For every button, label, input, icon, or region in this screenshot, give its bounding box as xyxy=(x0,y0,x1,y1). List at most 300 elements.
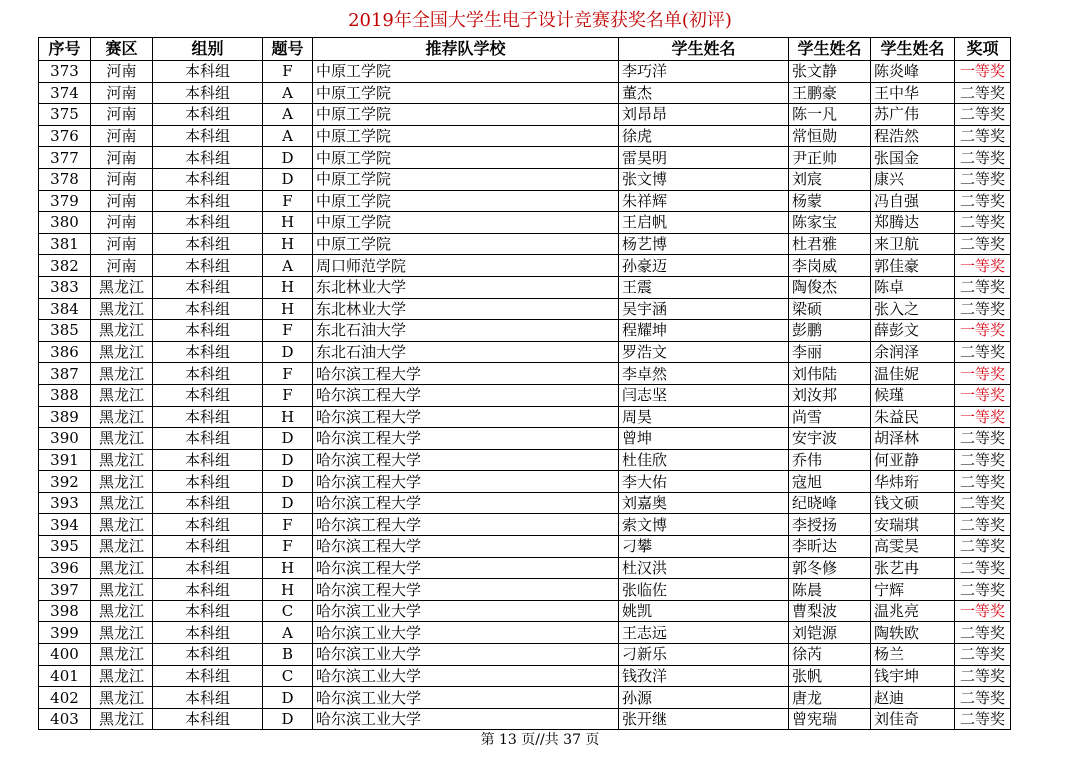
cell-group: 本科组 xyxy=(153,600,263,622)
cell-school: 中原工学院 xyxy=(313,212,619,234)
cell-student-1: 张临佐 xyxy=(619,579,789,601)
cell-student-1: 程耀坤 xyxy=(619,320,789,342)
cell-student-2: 陈一凡 xyxy=(789,104,871,126)
cell-school: 东北石油大学 xyxy=(313,341,619,363)
cell-student-2: 刘铠源 xyxy=(789,622,871,644)
table-row xyxy=(39,644,1011,666)
cell-index: 396 xyxy=(39,557,91,579)
cell-index: 381 xyxy=(39,233,91,255)
cell-problem: A xyxy=(263,104,313,126)
cell-group: 本科组 xyxy=(153,557,263,579)
cell-student-1: 吴宇涵 xyxy=(619,298,789,320)
cell-index: 383 xyxy=(39,276,91,298)
cell-region: 河南 xyxy=(91,104,153,126)
table-row xyxy=(39,449,1011,471)
cell-student-2: 王鹏豪 xyxy=(789,82,871,104)
cell-prize: 一等奖 xyxy=(955,320,1011,342)
cell-group: 本科组 xyxy=(153,471,263,493)
cell-student-1: 杨艺博 xyxy=(619,233,789,255)
cell-student-3: 陈卓 xyxy=(871,276,955,298)
cell-region: 黑龙江 xyxy=(91,341,153,363)
cell-region: 黑龙江 xyxy=(91,471,153,493)
cell-region: 河南 xyxy=(91,190,153,212)
cell-student-3: 温佳妮 xyxy=(871,363,955,385)
cell-student-2: 徐芮 xyxy=(789,644,871,666)
cell-problem: F xyxy=(263,384,313,406)
table-row xyxy=(39,708,1011,730)
cell-school: 中原工学院 xyxy=(313,61,619,83)
cell-student-2: 纪晓峰 xyxy=(789,492,871,514)
cell-student-3: 朱益民 xyxy=(871,406,955,428)
cell-prize: 二等奖 xyxy=(955,82,1011,104)
cell-student-3: 余润泽 xyxy=(871,341,955,363)
cell-region: 黑龙江 xyxy=(91,665,153,687)
cell-region: 黑龙江 xyxy=(91,298,153,320)
cell-problem: C xyxy=(263,600,313,622)
cell-problem: F xyxy=(263,190,313,212)
table-row xyxy=(39,600,1011,622)
cell-student-2: 安宇波 xyxy=(789,428,871,450)
cell-region: 黑龙江 xyxy=(91,536,153,558)
table-row xyxy=(39,298,1011,320)
cell-school: 哈尔滨工程大学 xyxy=(313,384,619,406)
cell-region: 河南 xyxy=(91,212,153,234)
cell-prize: 二等奖 xyxy=(955,276,1011,298)
cell-student-1: 刁新乐 xyxy=(619,644,789,666)
cell-student-1: 刘嘉奥 xyxy=(619,492,789,514)
cell-student-3: 王中华 xyxy=(871,82,955,104)
cell-prize: 一等奖 xyxy=(955,363,1011,385)
cell-group: 本科组 xyxy=(153,644,263,666)
cell-school: 哈尔滨工程大学 xyxy=(313,363,619,385)
cell-school: 中原工学院 xyxy=(313,233,619,255)
cell-student-3: 张国金 xyxy=(871,147,955,169)
cell-problem: F xyxy=(263,320,313,342)
cell-problem: A xyxy=(263,125,313,147)
cell-school: 哈尔滨工程大学 xyxy=(313,406,619,428)
cell-region: 黑龙江 xyxy=(91,514,153,536)
table-row xyxy=(39,125,1011,147)
table-row xyxy=(39,514,1011,536)
cell-student-1: 姚凯 xyxy=(619,600,789,622)
table-row xyxy=(39,363,1011,385)
cell-student-3: 安瑞琪 xyxy=(871,514,955,536)
cell-student-2: 李岗威 xyxy=(789,255,871,277)
cell-region: 河南 xyxy=(91,82,153,104)
cell-region: 黑龙江 xyxy=(91,449,153,471)
awards-table xyxy=(38,37,1011,730)
header-student-3: 学生姓名 xyxy=(871,38,955,61)
cell-region: 河南 xyxy=(91,255,153,277)
cell-index: 387 xyxy=(39,363,91,385)
cell-student-3: 程浩然 xyxy=(871,125,955,147)
cell-problem: F xyxy=(263,514,313,536)
cell-group: 本科组 xyxy=(153,255,263,277)
cell-school: 哈尔滨工业大学 xyxy=(313,644,619,666)
cell-index: 398 xyxy=(39,600,91,622)
table-row xyxy=(39,233,1011,255)
cell-student-2: 寇旭 xyxy=(789,471,871,493)
cell-student-3: 温兆亮 xyxy=(871,600,955,622)
cell-index: 386 xyxy=(39,341,91,363)
cell-index: 400 xyxy=(39,644,91,666)
cell-school: 哈尔滨工程大学 xyxy=(313,471,619,493)
cell-student-1: 闫志坚 xyxy=(619,384,789,406)
cell-prize: 二等奖 xyxy=(955,428,1011,450)
cell-group: 本科组 xyxy=(153,363,263,385)
cell-school: 中原工学院 xyxy=(313,104,619,126)
cell-student-2: 刘伟陆 xyxy=(789,363,871,385)
cell-region: 黑龙江 xyxy=(91,557,153,579)
cell-prize: 二等奖 xyxy=(955,233,1011,255)
cell-student-1: 杜佳欣 xyxy=(619,449,789,471)
cell-group: 本科组 xyxy=(153,320,263,342)
cell-problem: A xyxy=(263,82,313,104)
cell-region: 河南 xyxy=(91,61,153,83)
cell-region: 黑龙江 xyxy=(91,687,153,709)
header-school: 推荐队学校 xyxy=(313,38,619,61)
cell-index: 401 xyxy=(39,665,91,687)
cell-prize: 二等奖 xyxy=(955,190,1011,212)
cell-group: 本科组 xyxy=(153,212,263,234)
cell-region: 黑龙江 xyxy=(91,579,153,601)
table-row xyxy=(39,168,1011,190)
table-row xyxy=(39,687,1011,709)
page-footer: 第 13 页//共 37 页 xyxy=(480,732,600,748)
cell-student-2: 陈晨 xyxy=(789,579,871,601)
cell-problem: H xyxy=(263,579,313,601)
cell-student-2: 刘宸 xyxy=(789,168,871,190)
cell-index: 403 xyxy=(39,708,91,730)
cell-school: 哈尔滨工程大学 xyxy=(313,492,619,514)
cell-student-3: 何亚静 xyxy=(871,449,955,471)
cell-problem: A xyxy=(263,622,313,644)
cell-group: 本科组 xyxy=(153,665,263,687)
cell-prize: 二等奖 xyxy=(955,212,1011,234)
table-row xyxy=(39,492,1011,514)
cell-index: 375 xyxy=(39,104,91,126)
cell-student-1: 刘昂昂 xyxy=(619,104,789,126)
cell-student-1: 王震 xyxy=(619,276,789,298)
header-student-1: 学生姓名 xyxy=(619,38,789,61)
cell-group: 本科组 xyxy=(153,708,263,730)
cell-group: 本科组 xyxy=(153,514,263,536)
cell-prize: 二等奖 xyxy=(955,557,1011,579)
cell-group: 本科组 xyxy=(153,492,263,514)
cell-school: 中原工学院 xyxy=(313,190,619,212)
cell-student-1: 王志远 xyxy=(619,622,789,644)
cell-school: 哈尔滨工程大学 xyxy=(313,557,619,579)
cell-student-1: 孙源 xyxy=(619,687,789,709)
cell-student-2: 李授扬 xyxy=(789,514,871,536)
table-row xyxy=(39,406,1011,428)
table-row xyxy=(39,557,1011,579)
cell-problem: H xyxy=(263,276,313,298)
table-row xyxy=(39,341,1011,363)
cell-region: 黑龙江 xyxy=(91,428,153,450)
cell-prize: 二等奖 xyxy=(955,125,1011,147)
cell-problem: H xyxy=(263,298,313,320)
cell-student-2: 郭冬修 xyxy=(789,557,871,579)
header-prize: 奖项 xyxy=(955,38,1011,61)
table-row xyxy=(39,212,1011,234)
cell-student-2: 李丽 xyxy=(789,341,871,363)
cell-school: 中原工学院 xyxy=(313,168,619,190)
cell-index: 376 xyxy=(39,125,91,147)
cell-student-3: 苏广伟 xyxy=(871,104,955,126)
cell-student-2: 张文静 xyxy=(789,61,871,83)
cell-student-2: 曾宪瑞 xyxy=(789,708,871,730)
cell-student-1: 钱孜洋 xyxy=(619,665,789,687)
cell-school: 中原工学院 xyxy=(313,125,619,147)
cell-student-3: 张入之 xyxy=(871,298,955,320)
cell-prize: 二等奖 xyxy=(955,579,1011,601)
cell-prize: 二等奖 xyxy=(955,298,1011,320)
cell-group: 本科组 xyxy=(153,168,263,190)
cell-region: 黑龙江 xyxy=(91,622,153,644)
cell-region: 黑龙江 xyxy=(91,320,153,342)
cell-student-3: 郭佳豪 xyxy=(871,255,955,277)
cell-student-2: 刘汝邦 xyxy=(789,384,871,406)
cell-student-3: 刘佳奇 xyxy=(871,708,955,730)
cell-school: 东北石油大学 xyxy=(313,320,619,342)
cell-student-1: 王启帆 xyxy=(619,212,789,234)
cell-prize: 二等奖 xyxy=(955,644,1011,666)
cell-student-3: 候瑾 xyxy=(871,384,955,406)
table-body xyxy=(39,61,1011,730)
cell-group: 本科组 xyxy=(153,276,263,298)
cell-index: 391 xyxy=(39,449,91,471)
cell-group: 本科组 xyxy=(153,190,263,212)
cell-student-3: 陈炎峰 xyxy=(871,61,955,83)
cell-region: 黑龙江 xyxy=(91,600,153,622)
cell-student-1: 徐虎 xyxy=(619,125,789,147)
header-problem: 题号 xyxy=(263,38,313,61)
cell-school: 东北林业大学 xyxy=(313,298,619,320)
cell-region: 黑龙江 xyxy=(91,644,153,666)
table-header-row xyxy=(39,38,1011,61)
cell-prize: 二等奖 xyxy=(955,514,1011,536)
cell-group: 本科组 xyxy=(153,298,263,320)
cell-index: 384 xyxy=(39,298,91,320)
cell-index: 399 xyxy=(39,622,91,644)
cell-school: 哈尔滨工程大学 xyxy=(313,428,619,450)
page-title: 2019年全国大学生电子设计竞赛获奖名单(初评) xyxy=(348,10,732,31)
cell-region: 黑龙江 xyxy=(91,384,153,406)
cell-index: 385 xyxy=(39,320,91,342)
cell-index: 393 xyxy=(39,492,91,514)
cell-student-2: 唐龙 xyxy=(789,687,871,709)
cell-student-3: 薛彭文 xyxy=(871,320,955,342)
cell-student-3: 宁辉 xyxy=(871,579,955,601)
cell-group: 本科组 xyxy=(153,125,263,147)
cell-group: 本科组 xyxy=(153,449,263,471)
cell-prize: 一等奖 xyxy=(955,61,1011,83)
cell-problem: D xyxy=(263,341,313,363)
table-row xyxy=(39,579,1011,601)
cell-student-2: 杨蒙 xyxy=(789,190,871,212)
cell-group: 本科组 xyxy=(153,341,263,363)
cell-student-3: 冯自强 xyxy=(871,190,955,212)
cell-problem: F xyxy=(263,536,313,558)
cell-student-1: 孙豪迈 xyxy=(619,255,789,277)
header-student-2: 学生姓名 xyxy=(789,38,871,61)
cell-student-3: 陶轶欧 xyxy=(871,622,955,644)
cell-problem: H xyxy=(263,233,313,255)
cell-student-1: 周昊 xyxy=(619,406,789,428)
cell-group: 本科组 xyxy=(153,61,263,83)
cell-student-2: 张帆 xyxy=(789,665,871,687)
cell-student-3: 郑腾达 xyxy=(871,212,955,234)
cell-index: 402 xyxy=(39,687,91,709)
cell-student-3: 康兴 xyxy=(871,168,955,190)
cell-student-3: 钱文硕 xyxy=(871,492,955,514)
cell-student-3: 来卫航 xyxy=(871,233,955,255)
cell-group: 本科组 xyxy=(153,428,263,450)
cell-group: 本科组 xyxy=(153,384,263,406)
table-row xyxy=(39,255,1011,277)
header-index: 序号 xyxy=(39,38,91,61)
cell-student-2: 尚雪 xyxy=(789,406,871,428)
cell-student-1: 李卓然 xyxy=(619,363,789,385)
cell-region: 河南 xyxy=(91,168,153,190)
cell-problem: D xyxy=(263,147,313,169)
cell-problem: D xyxy=(263,471,313,493)
cell-student-1: 杜汉洪 xyxy=(619,557,789,579)
cell-index: 388 xyxy=(39,384,91,406)
cell-index: 394 xyxy=(39,514,91,536)
table-row xyxy=(39,104,1011,126)
cell-student-3: 华炜珩 xyxy=(871,471,955,493)
cell-problem: B xyxy=(263,644,313,666)
cell-prize: 二等奖 xyxy=(955,492,1011,514)
cell-prize: 二等奖 xyxy=(955,341,1011,363)
header-region: 赛区 xyxy=(91,38,153,61)
cell-student-2: 杜君雅 xyxy=(789,233,871,255)
cell-region: 河南 xyxy=(91,147,153,169)
table-row xyxy=(39,665,1011,687)
cell-student-2: 陶俊杰 xyxy=(789,276,871,298)
cell-school: 中原工学院 xyxy=(313,147,619,169)
cell-problem: F xyxy=(263,363,313,385)
cell-prize: 二等奖 xyxy=(955,536,1011,558)
cell-student-2: 曹梨波 xyxy=(789,600,871,622)
cell-region: 黑龙江 xyxy=(91,406,153,428)
cell-prize: 二等奖 xyxy=(955,147,1011,169)
cell-index: 389 xyxy=(39,406,91,428)
cell-school: 哈尔滨工业大学 xyxy=(313,600,619,622)
cell-group: 本科组 xyxy=(153,82,263,104)
cell-student-2: 彭鹏 xyxy=(789,320,871,342)
cell-prize: 二等奖 xyxy=(955,471,1011,493)
cell-student-3: 钱宇坤 xyxy=(871,665,955,687)
table-row xyxy=(39,147,1011,169)
cell-student-1: 刁攀 xyxy=(619,536,789,558)
cell-prize: 二等奖 xyxy=(955,168,1011,190)
cell-student-3: 张艺冉 xyxy=(871,557,955,579)
table-row xyxy=(39,320,1011,342)
cell-student-1: 雷昊明 xyxy=(619,147,789,169)
cell-prize: 二等奖 xyxy=(955,104,1011,126)
cell-index: 377 xyxy=(39,147,91,169)
cell-prize: 二等奖 xyxy=(955,449,1011,471)
cell-student-2: 乔伟 xyxy=(789,449,871,471)
table-row xyxy=(39,82,1011,104)
cell-group: 本科组 xyxy=(153,536,263,558)
cell-school: 周口师范学院 xyxy=(313,255,619,277)
table-row xyxy=(39,536,1011,558)
cell-problem: H xyxy=(263,212,313,234)
cell-group: 本科组 xyxy=(153,687,263,709)
cell-region: 黑龙江 xyxy=(91,708,153,730)
cell-student-1: 董杰 xyxy=(619,82,789,104)
cell-student-2: 尹正帅 xyxy=(789,147,871,169)
cell-student-2: 常恒勋 xyxy=(789,125,871,147)
cell-index: 379 xyxy=(39,190,91,212)
cell-group: 本科组 xyxy=(153,104,263,126)
cell-prize: 一等奖 xyxy=(955,255,1011,277)
cell-school: 哈尔滨工程大学 xyxy=(313,536,619,558)
cell-index: 378 xyxy=(39,168,91,190)
table-row xyxy=(39,61,1011,83)
cell-school: 哈尔滨工程大学 xyxy=(313,514,619,536)
cell-prize: 一等奖 xyxy=(955,384,1011,406)
table-row xyxy=(39,428,1011,450)
cell-school: 哈尔滨工业大学 xyxy=(313,708,619,730)
table-row xyxy=(39,384,1011,406)
cell-prize: 二等奖 xyxy=(955,665,1011,687)
cell-region: 黑龙江 xyxy=(91,363,153,385)
cell-group: 本科组 xyxy=(153,622,263,644)
cell-student-1: 索文博 xyxy=(619,514,789,536)
cell-prize: 二等奖 xyxy=(955,622,1011,644)
cell-student-1: 李巧洋 xyxy=(619,61,789,83)
table-row xyxy=(39,276,1011,298)
cell-school: 哈尔滨工程大学 xyxy=(313,579,619,601)
cell-index: 392 xyxy=(39,471,91,493)
cell-region: 黑龙江 xyxy=(91,276,153,298)
cell-student-1: 朱祥辉 xyxy=(619,190,789,212)
cell-student-1: 曾坤 xyxy=(619,428,789,450)
cell-school: 哈尔滨工业大学 xyxy=(313,622,619,644)
cell-group: 本科组 xyxy=(153,147,263,169)
cell-student-2: 梁硕 xyxy=(789,298,871,320)
cell-problem: H xyxy=(263,406,313,428)
cell-index: 395 xyxy=(39,536,91,558)
table-row xyxy=(39,190,1011,212)
cell-school: 哈尔滨工业大学 xyxy=(313,687,619,709)
cell-index: 397 xyxy=(39,579,91,601)
cell-problem: H xyxy=(263,557,313,579)
cell-problem: D xyxy=(263,687,313,709)
cell-student-1: 罗浩文 xyxy=(619,341,789,363)
cell-problem: D xyxy=(263,492,313,514)
cell-problem: D xyxy=(263,708,313,730)
cell-school: 中原工学院 xyxy=(313,82,619,104)
cell-student-2: 李昕达 xyxy=(789,536,871,558)
cell-student-2: 陈家宝 xyxy=(789,212,871,234)
cell-region: 河南 xyxy=(91,233,153,255)
cell-student-3: 赵迪 xyxy=(871,687,955,709)
cell-index: 373 xyxy=(39,61,91,83)
cell-index: 380 xyxy=(39,212,91,234)
cell-student-3: 高雯昊 xyxy=(871,536,955,558)
cell-prize: 二等奖 xyxy=(955,708,1011,730)
cell-index: 382 xyxy=(39,255,91,277)
cell-student-3: 胡泽林 xyxy=(871,428,955,450)
cell-student-3: 杨兰 xyxy=(871,644,955,666)
cell-index: 390 xyxy=(39,428,91,450)
